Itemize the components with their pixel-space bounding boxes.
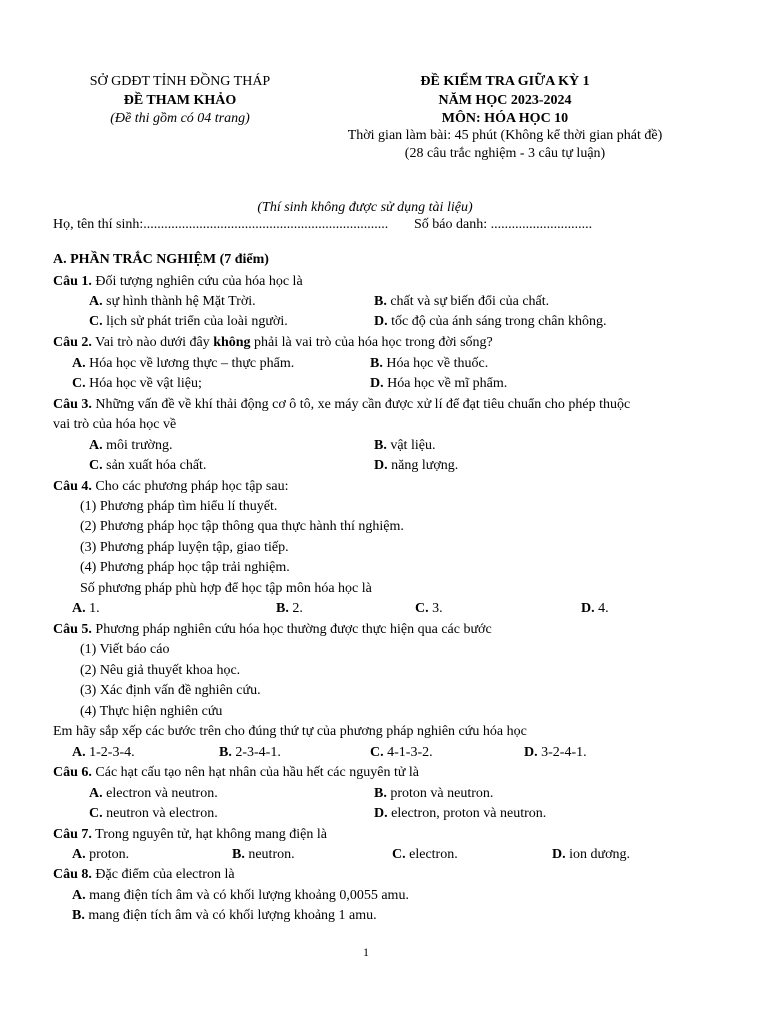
q1-option-c: C. lịch sử phát triển của loài người.: [89, 314, 288, 329]
q6-option-a: A. electron và neutron.: [89, 786, 218, 801]
q5-option-b: B. 2-3-4-1.: [219, 745, 281, 760]
exam-title: ĐỀ KIỂM TRA GIỮA KỲ 1: [420, 74, 590, 89]
q7-option-d: D. ion dương.: [552, 847, 631, 862]
question-1: Câu 1. Đối tượng nghiên cứu của hóa học là: [53, 274, 303, 289]
question-3-cont: vai trò của hóa học về: [53, 417, 177, 432]
question-2: Câu 2. Vai trò nào dưới đây không phải là vai trò của hóa học trong đời sống?: [53, 335, 493, 350]
q5-option-a: A. 1-2-3-4.: [72, 745, 135, 760]
question-5: Câu 5. Phương pháp nghiên cứu hóa học thường được thực hiện qua các bước: [53, 622, 492, 637]
question-8: Câu 8. Đặc điểm của electron là: [53, 867, 235, 882]
q5-option-c: C. 4-1-3-2.: [370, 745, 433, 760]
q5-item: (3) Xác định vấn đề nghiên cứu.: [80, 683, 261, 698]
q4-prompt: Số phương pháp phù hợp để học tập môn hóa học là: [80, 581, 372, 596]
page-count-note: (Đề thi gồm có 04 trang): [110, 111, 250, 126]
question-3: Câu 3. Những vấn đề về khí thải động cơ ô tô, xe máy cần được xử lí để đạt tiêu chuẩn cho phép thuộc: [53, 397, 631, 412]
question-6: Câu 6. Các hạt cấu tạo nên hạt nhân của hầu hết các nguyên tử là: [53, 765, 420, 780]
q4-item: (3) Phương pháp luyện tập, giao tiếp.: [80, 540, 289, 555]
q5-item: (2) Nêu giả thuyết khoa học.: [80, 663, 241, 678]
question-4: Câu 4. Cho các phương pháp học tập sau:: [53, 479, 289, 494]
q2-option-a: A. Hóa học về lương thực – thực phẩm.: [72, 356, 295, 371]
q4-option-c: C. 3.: [415, 601, 443, 616]
q6-option-d: D. electron, proton và neutron.: [374, 806, 547, 821]
q3-option-d: D. năng lượng.: [374, 458, 459, 473]
q3-option-a: A. môi trường.: [89, 438, 173, 453]
q4-item: (1) Phương pháp tìm hiểu lí thuyết.: [80, 499, 278, 514]
q7-option-a: A. proton.: [72, 847, 130, 862]
q1-option-a: A. sự hình thành hệ Mặt Trời.: [89, 294, 256, 309]
q1-option-b: B. chất và sự biến đổi của chất.: [374, 294, 550, 309]
q6-option-c: C. neutron và electron.: [89, 806, 218, 821]
q4-item: (2) Phương pháp học tập thông qua thực hành thí nghiệm.: [80, 519, 404, 534]
section-title: A. PHẦN TRẮC NGHIỆM (7 điểm): [53, 252, 269, 267]
subject: MÔN: HÓA HỌC 10: [441, 111, 569, 126]
question-count: (28 câu trắc nghiệm - 3 câu tự luận): [404, 146, 606, 161]
q4-option-d: D. 4.: [581, 601, 609, 616]
candidate-name-line: Họ, tên thí sinh:......................................................................: [53, 217, 389, 232]
candidate-id-line: Số báo danh: .............................: [414, 217, 593, 232]
time-limit: Thời gian làm bài: 45 phút (Không kể thời gian phát đề): [347, 128, 663, 143]
school-name: SỞ GDĐT TỈNH ĐỒNG THÁP: [89, 74, 271, 89]
q4-item: (4) Phương pháp học tập trải nghiệm.: [80, 560, 290, 575]
q2-option-c: C. Hóa học về vật liệu;: [72, 376, 202, 391]
q8-option-b: B. mang điện tích âm và có khối lượng khoảng 1 amu.: [72, 908, 377, 923]
school-year: NĂM HỌC 2023-2024: [438, 93, 572, 108]
q3-option-b: B. vật liệu.: [374, 438, 436, 453]
q4-option-a: A. 1.: [72, 601, 100, 616]
q5-prompt: Em hãy sắp xếp các bước trên cho đúng thứ tự của phương pháp nghiên cứu hóa học: [53, 724, 527, 739]
q5-option-d: D. 3-2-4-1.: [524, 745, 587, 760]
q7-option-b: B. neutron.: [232, 847, 295, 862]
q5-item: (1) Viết báo cáo: [80, 642, 170, 657]
page-number: 1: [363, 945, 369, 959]
q6-option-b: B. proton và neutron.: [374, 786, 494, 801]
q2-option-d: D. Hóa học về mĩ phẩm.: [370, 376, 508, 391]
q1-option-d: D. tốc độ của ánh sáng trong chân không.: [374, 314, 607, 329]
q7-option-c: C. electron.: [392, 847, 458, 862]
notice: (Thí sinh không được sử dụng tài liệu): [257, 200, 473, 215]
question-7: Câu 7. Trong nguyên tử, hạt không mang điện là: [53, 827, 327, 842]
q8-option-a: A. mang điện tích âm và có khối lượng khoảng 0,0055 amu.: [72, 888, 409, 903]
q5-item: (4) Thực hiện nghiên cứu: [80, 704, 223, 719]
exam-type: ĐỀ THAM KHẢO: [123, 93, 237, 108]
q2-option-b: B. Hóa học về thuốc.: [370, 356, 489, 371]
q4-option-b: B. 2.: [276, 601, 303, 616]
q3-option-c: C. sản xuất hóa chất.: [89, 458, 207, 473]
